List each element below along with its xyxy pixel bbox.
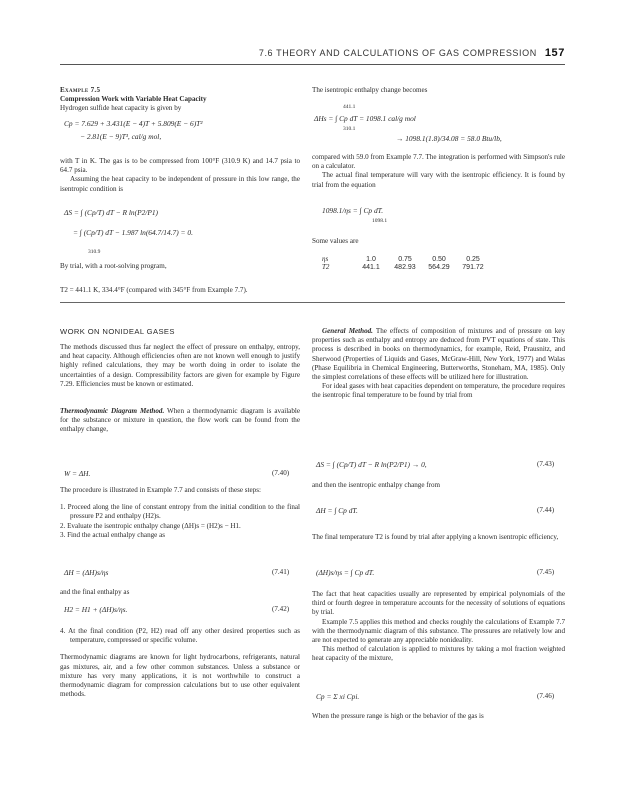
example-right-intro	[312, 86, 565, 95]
table-row	[322, 255, 490, 263]
example-text-1: with T in K. The gas is to be compressed from 100°F (310.9 K) and 14.7 psia to 64.7 psia.	[60, 157, 300, 175]
example-text-4: compared with 59.0 from Example 7.7. The integration is performed with Simpson's rule on a calculator.	[312, 153, 565, 171]
dh-upper-limit: 441.1	[343, 104, 356, 110]
right-column	[312, 327, 565, 401]
step-3: 3. Find the actual enthalpy change as	[60, 530, 165, 539]
right-para-fact: The fact that heat capacities usually are represented by empirical polynomials of the third or fourth degree in temperature accounts for the necessity of solutions of equations by trial.	[312, 590, 565, 617]
eq-7-46-number: (7.46)	[537, 692, 555, 700]
table-cell: 0.75	[398, 255, 412, 263]
running-header	[259, 47, 565, 59]
table-row-label: ηs	[322, 255, 329, 263]
right-bottom	[312, 590, 565, 664]
table-cell: 1.0	[366, 255, 376, 263]
right-last-wrap	[312, 712, 565, 721]
cp-equation-1: Cp = 7.629 + 3.431(E − 4)T + 5.809(E − 6)T²	[64, 119, 203, 128]
left-para-2: The procedure is illustrated in Example 7.7 and consists of these steps:	[60, 486, 261, 494]
example-title: Compression Work with Variable Heat Capacity	[60, 95, 207, 104]
values-table	[322, 255, 490, 271]
table-row	[322, 263, 490, 271]
dh-equation-1: ΔHs = ∫ Cp dT = 1098.1 cal/g mol	[314, 114, 416, 123]
eq-7-44-number: (7.44)	[537, 506, 555, 514]
example-label: Example 7.5	[60, 86, 101, 94]
eq-7-40-number: (7.40)	[272, 469, 290, 477]
table-cell: 441.1	[362, 263, 380, 271]
example-values-intro	[312, 237, 565, 246]
table-cell: 0.25	[466, 255, 480, 263]
dh-equation-2: → 1098.1(1.8)/34.08 = 58.0 Btu/lb,	[396, 134, 502, 143]
left-para-3-wrap	[60, 588, 300, 597]
left-para-4: Thermodynamic diagrams are known for light hydrocarbons, refrigerants, natural gas mixtures, air, and a few other common substances. Unless a substance or mixture has very many applications, it is not worthwhile to construct a thermodynamic diagram for compression calculations but to use other equivalent methods.	[60, 653, 300, 699]
table-cell: 791.72	[462, 263, 484, 271]
eq-7-46: Cp = Σ xi Cpi.	[316, 692, 360, 701]
gm-title: General Method.	[322, 327, 373, 335]
right-para-mix: This method of calculation is applied to mixtures by taking a mol fraction weighted heat capacity of the mixture,	[312, 645, 565, 663]
eq-7-42-number: (7.42)	[272, 605, 290, 613]
right-then-wrap	[312, 481, 565, 490]
eq-7-40: W = ΔH.	[64, 469, 91, 478]
example-text-3: By trial, with a root-solving program,	[60, 262, 167, 270]
step-4: 4. At the final condition (P2, H2) read off any other desired properties such as temperature, compressed or specific volume.	[60, 627, 300, 645]
table-cell: 0.50	[432, 255, 446, 263]
right-para-last: When the pressure range is high or the behavior of the gas is	[312, 712, 484, 720]
right-para-ideal: For ideal gases with heat capacities dependent on temperature, the procedure requires the isentropic final temperature to be found by trial from	[312, 382, 565, 400]
eq-7-43: ΔS = ∫ (Cp/T) dT − R ln(P2/P1) → 0,	[316, 460, 427, 469]
page-number: 157	[544, 47, 565, 59]
eq-7-44: ΔH = ∫ Cp dT.	[316, 506, 358, 515]
left-bottom	[60, 627, 300, 699]
cp-equation-2: − 2.81(E − 9)T³, cal/g mol,	[80, 132, 162, 141]
left-steps	[60, 486, 300, 540]
eq-7-43-number: (7.43)	[537, 460, 555, 468]
trial-lower-limit: 1098.1	[372, 218, 388, 224]
right-para-final: The final temperature T2 is found by trial after applying a known isentropic efficiency,	[312, 533, 559, 541]
example-left	[60, 86, 300, 114]
tdm-text: When a thermodynamic diagram is available for the substance or mixture in question, the flow work can be found from the enthalpy change,	[60, 407, 300, 434]
gm-paragraph	[312, 327, 565, 382]
running-title: 7.6 THEORY AND CALCULATIONS OF GAS COMPRESSION	[258, 48, 537, 58]
section-title: WORK ON NONIDEAL GASES	[60, 327, 175, 336]
example-trial	[60, 262, 300, 271]
step-1: 1. Proceed along the line of constant entropy from the initial condition to the final pressure P2 and enthalpy (H2)s.	[60, 503, 300, 521]
table-row-label: T2	[322, 263, 330, 271]
left-column	[60, 343, 300, 435]
ds-lower-limit: 310.9	[88, 249, 101, 255]
example-right-text	[312, 153, 565, 190]
eq-7-41: ΔH = (ΔH)s/ηs	[64, 568, 109, 577]
left-para-3: and the final enthalpy as	[60, 588, 130, 596]
eq-7-45-number: (7.45)	[537, 568, 555, 576]
header-rule	[60, 64, 565, 65]
example-result: T2 = 441.1 K, 334.4°F (compared with 345°F from Example 7.7).	[60, 286, 248, 294]
right-para-ex: Example 7.5 applies this method and checks roughly the calculations of Example 7.7 with the thermodynamic diagram of this substance. The pressures are relatively low and are not expected to generate any appreciable nonideality.	[312, 617, 565, 645]
step-2: 2. Evaluate the isentropic enthalpy change (ΔH)s = (H2)s − H1.	[60, 521, 241, 530]
left-para-1: The methods discussed thus far neglect the effect of pressure on enthalpy, entropy, and heat capacity. Although efficiencies often are not known well enough to justify highly refined calculations, they may be worth doing in order to isolate the uncertainties of a design. Compressibility factors are given for example by Figure 7.29. Efficiencies must be known or estimated.	[60, 343, 300, 388]
gm-text: The effects of composition of mixtures and of pressure on key properties such as enthalpy and entropy are deduced from PVT equations of state. This process is described in books on thermodynamics, for example, Reid, Prausnitz, and Sherwood (Properties of Liquids and Gases, McGraw-Hill, New York, 1977) and Walas (Phase Equilibria in Chemical Engineering, Butterworths, Stoneham, MA, 1985). Only the simplest correlations of these effects will be utilized here for illustration.	[312, 327, 565, 382]
right-intro: The isentropic enthalpy change becomes	[312, 86, 428, 94]
trial-equation: 1098.1/ηs = ∫ Cp dT.	[322, 206, 384, 215]
dh-lower-limit: 310.1	[343, 126, 356, 132]
eq-7-41-number: (7.41)	[272, 568, 290, 576]
tdm-paragraph	[60, 407, 300, 435]
tdm-title: Thermodynamic Diagram Method.	[60, 407, 165, 416]
eq-7-45: (ΔH)s/ηs = ∫ Cp dT.	[316, 568, 375, 577]
right-final-wrap	[312, 533, 565, 542]
example-text-6: Some values are	[312, 237, 359, 245]
table-cell: 564.29	[428, 263, 450, 271]
table-cell: 482.93	[394, 263, 416, 271]
example-result-wrap	[60, 286, 310, 295]
eq-7-42: H2 = H1 + (ΔH)s/ηs.	[64, 605, 128, 614]
ds-equation-2: = ∫ (Cp/T) dT − 1.987 ln(64.7/14.7) = 0.	[73, 228, 193, 237]
example-text-2: Assuming the heat capacity to be independent of pressure in this low range, the isentropic condition is	[60, 175, 300, 193]
example-text	[60, 157, 300, 194]
ds-equation-1: ΔS = ∫ (Cp/T) dT − R ln(P2/P1)	[64, 208, 159, 217]
right-para-then: and then the isentropic enthalpy change from	[312, 481, 441, 489]
example-end-rule	[60, 302, 565, 303]
example-text-5: The actual final temperature will vary with the isentropic efficiency. It is found by trial from the equation	[312, 171, 565, 189]
example-intro: Hydrogen sulfide heat capacity is given by	[60, 104, 182, 113]
